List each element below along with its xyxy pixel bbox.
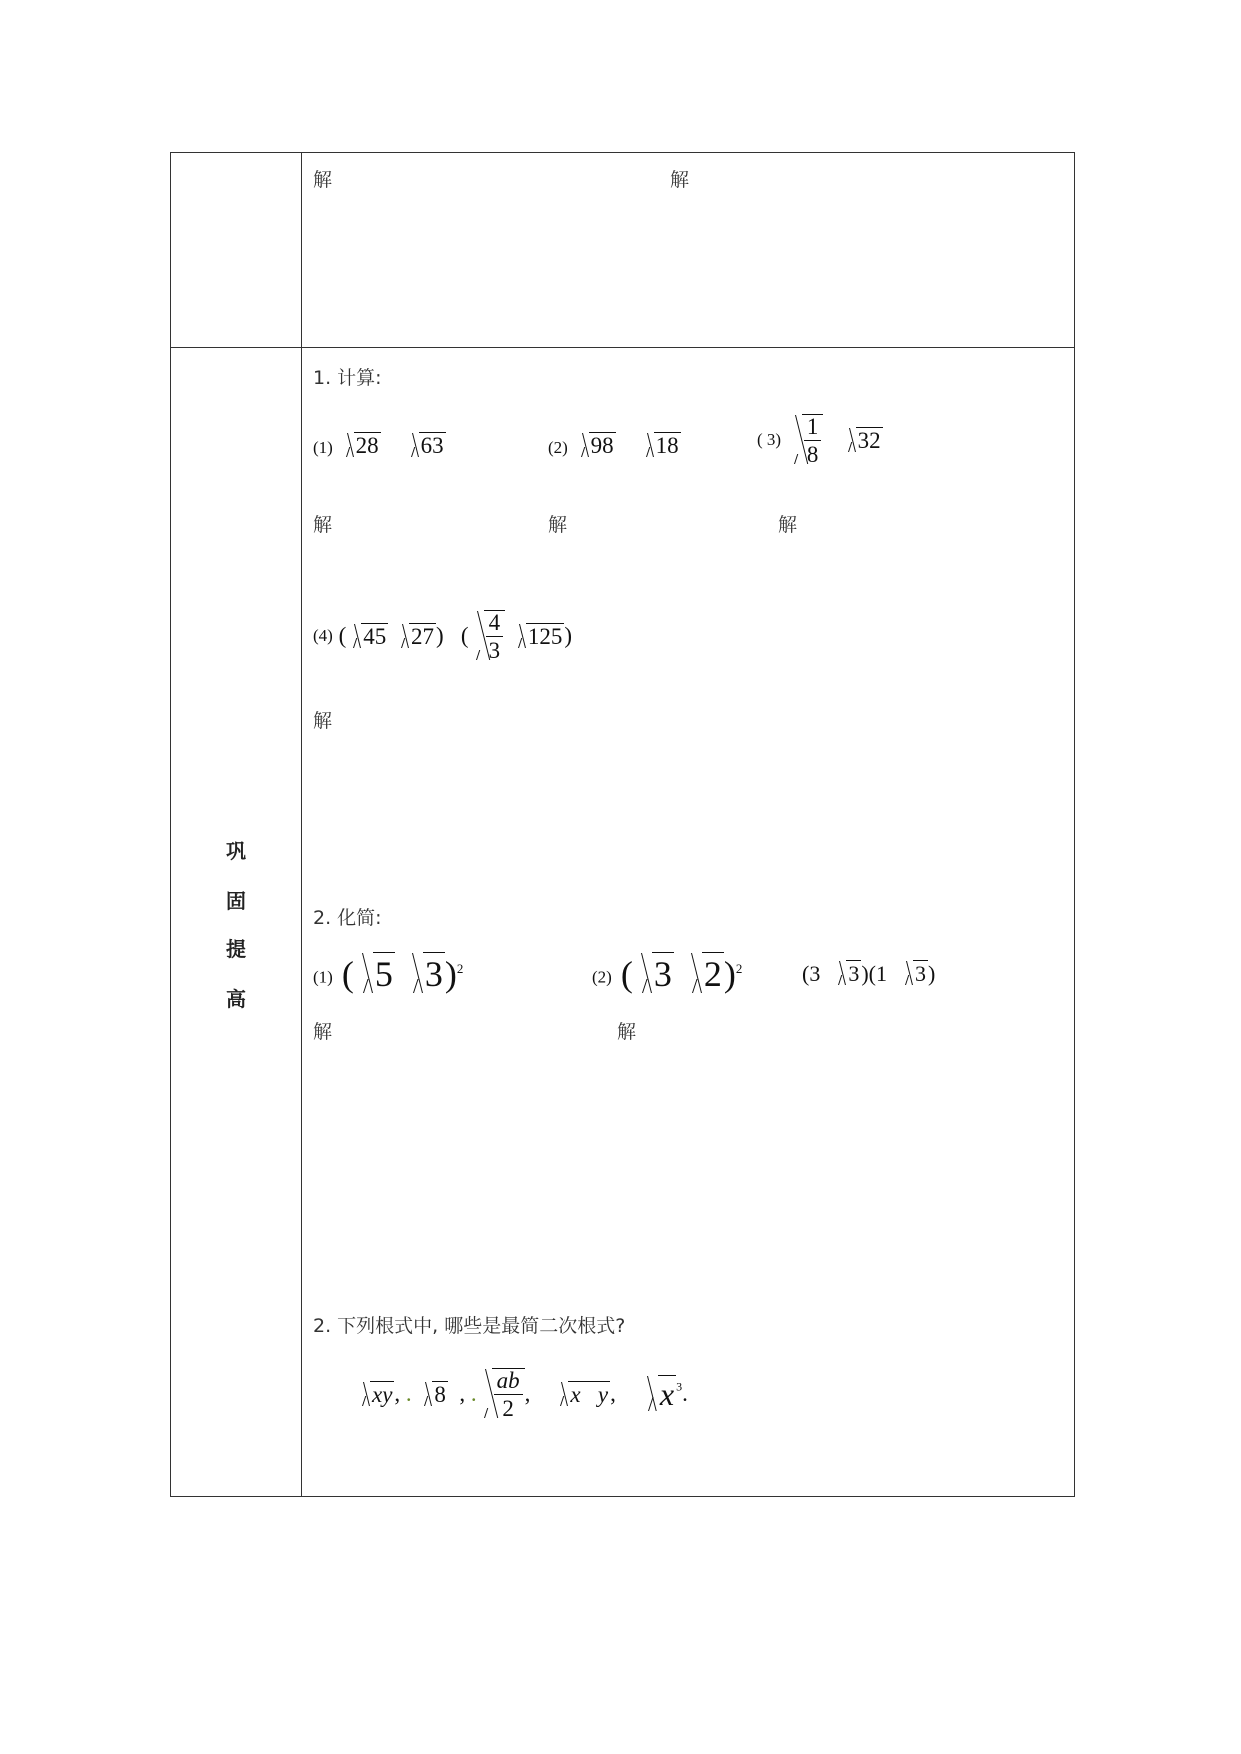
side-label-char: 固 bbox=[226, 889, 246, 913]
solve-label: 解 bbox=[617, 1021, 637, 1043]
column-divider bbox=[301, 153, 302, 1496]
solve-label: 解 bbox=[670, 169, 690, 191]
question-title: 2. 化简: bbox=[313, 907, 382, 929]
expr-1-2: (2) 98 18 bbox=[548, 433, 679, 458]
expr-1-4: (4) ( 45 27) ( $\frac{4}{3}$ 125) bbox=[313, 610, 573, 663]
expr-2-3: (3 3)(1 3) bbox=[802, 961, 936, 986]
side-label-char: 巩 bbox=[226, 839, 246, 863]
side-label-char: 提 bbox=[226, 937, 246, 961]
exercise-table bbox=[170, 152, 1075, 1497]
expr-1-3: ( 3) $\frac{1}{8}$ 32 bbox=[757, 414, 881, 467]
solve-label: 解 bbox=[313, 710, 333, 732]
solve-label: 解 bbox=[313, 169, 333, 191]
radical-list: xy, . 8 , . $\frac{ab}{2}$ , x y, x $^3$. bbox=[355, 1368, 688, 1420]
row-divider bbox=[171, 347, 1074, 348]
solve-label: 解 bbox=[548, 514, 568, 536]
question-title: 2. 下列根式中, 哪些是最简二次根式? bbox=[313, 1315, 626, 1337]
solve-label: 解 bbox=[313, 1021, 333, 1043]
solve-label: 解 bbox=[313, 514, 333, 536]
expr-2-1: (1) ( 5 3)$^2$ bbox=[313, 954, 464, 994]
solve-label: 解 bbox=[778, 514, 798, 536]
expr-2-2: (2) ( 3 2)$^2$ bbox=[592, 954, 743, 994]
expr-1-1: (1) 28 63 bbox=[313, 433, 444, 458]
question-title: 1. 计算: bbox=[313, 367, 382, 389]
side-label-char: 高 bbox=[226, 987, 246, 1011]
